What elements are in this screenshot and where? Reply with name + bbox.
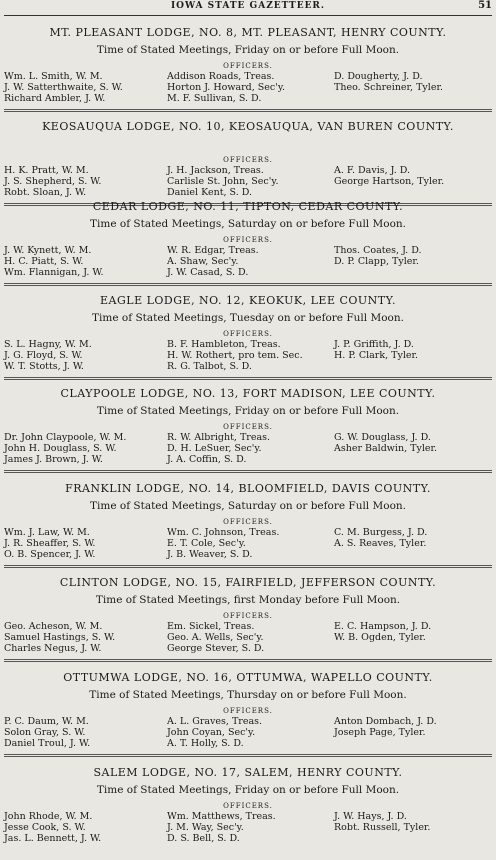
lodge-title: SALEM LODGE, NO. 17, SALEM, HENRY COUNTY.: [93, 766, 403, 779]
officers-heading: OFFICERS.: [223, 423, 273, 431]
officer-entry: H. K. Pratt, W. M.: [4, 165, 89, 176]
officer-entry: Wm. J. Law, W. M.: [4, 527, 90, 538]
lodge-title: CEDAR LODGE, NO. 11, TIPTON, CEDAR COUNTY.: [92, 200, 404, 213]
officer-entry: W. T. Stotts, J. W.: [4, 361, 84, 372]
officer-entry: M. F. Sullivan, S. D.: [167, 93, 262, 104]
officers-heading: OFFICERS.: [223, 62, 273, 70]
officer-entry: J. W. Casad, S. D.: [167, 267, 249, 278]
officer-entry: B. F. Hambleton, Treas.: [167, 339, 281, 350]
officer-entry: A. T. Holly, S. D.: [167, 738, 244, 749]
officer-entry: W. R. Edgar, Treas.: [167, 245, 259, 256]
lodge-section: [0, 482, 496, 576]
lodge-title: FRANKLIN LODGE, NO. 14, BLOOMFIELD, DAVIS COUNTY.: [65, 482, 431, 495]
meeting-time: Time of Stated Meetings, Tuesday on or before Full Moon.: [92, 312, 404, 324]
officer-entry: Richard Ambler, J. W.: [4, 93, 106, 104]
lodge-section: [0, 671, 496, 765]
officer-entry: John H. Douglass, S. W.: [4, 443, 117, 454]
officer-entry: D. H. LeSuer, Sec'y.: [167, 443, 262, 454]
officers-heading: OFFICERS.: [223, 518, 273, 526]
meeting-time: Time of Stated Meetings, Thursday on or before Full Moon.: [89, 689, 407, 701]
meeting-time: Time of Stated Meetings, Friday on or before Full Moon.: [96, 405, 400, 417]
officer-entry: Em. Sickel, Treas.: [167, 621, 255, 632]
lodge-title: MT. PLEASANT LODGE, NO. 8, MT. PLEASANT, HENRY COUNTY.: [49, 26, 447, 39]
officer-entry: J. R. Sheaffer, S. W.: [4, 538, 96, 549]
officer-entry: J. H. Jackson, Treas.: [167, 165, 264, 176]
officer-entry: P. C. Daum, W. M.: [4, 716, 89, 727]
officer-entry: Robt. Sloan, J. W.: [4, 187, 87, 198]
officer-entry: John Coyan, Sec'y.: [167, 727, 256, 738]
lodge-title: CLAYPOOLE LODGE, NO. 13, FORT MADISON, LEE COUNTY.: [60, 387, 436, 400]
meeting-time: Time of Stated Meetings, Saturday on or before Full Moon.: [90, 500, 406, 512]
officer-entry: E. C. Hampson, J. D.: [334, 621, 432, 632]
officer-entry: Horton J. Howard, Sec'y.: [167, 82, 285, 93]
officers-heading: OFFICERS.: [223, 330, 273, 338]
officer-entry: Charles Negus, J. W.: [4, 643, 102, 654]
meeting-time: Time of Stated Meetings, Friday on or before Full Moon.: [96, 784, 400, 796]
section-divider: [4, 565, 492, 568]
officer-entry: Theo. Schreiner, Tyler.: [334, 82, 443, 93]
officer-entry: Jesse Cook, S. W.: [4, 822, 86, 833]
officer-entry: J. S. Shepherd, S. W.: [4, 176, 102, 187]
officer-entry: E. T. Cole, Sec'y.: [167, 538, 246, 549]
officer-entry: W. B. Ogden, Tyler.: [334, 632, 426, 643]
section-divider: [4, 377, 492, 380]
officer-entry: J. B. Weaver, S. D.: [167, 549, 253, 560]
officer-entry: Wm. Matthews, Treas.: [167, 811, 276, 822]
lodge-section: [0, 200, 496, 294]
officer-entry: John Rhode, W. M.: [4, 811, 93, 822]
officer-entry: R. G. Talbot, S. D.: [167, 361, 252, 372]
officer-entry: Dr. John Claypoole, W. M.: [4, 432, 127, 443]
officer-entry: Carlisle St. John, Sec'y.: [167, 176, 279, 187]
lodge-title: OTTUMWA LODGE, NO. 16, OTTUMWA, WAPELLO COUNTY.: [63, 671, 433, 684]
officer-entry: Anton Dombach, J. D.: [334, 716, 437, 727]
lodge-title: CLINTON LODGE, NO. 15, FAIRFIELD, JEFFERSON COUNTY.: [59, 576, 437, 589]
meeting-time: Time of Stated Meetings, Friday on or before Full Moon.: [96, 44, 400, 56]
officers-heading: OFFICERS.: [223, 236, 273, 244]
officer-entry: Joseph Page, Tyler.: [334, 727, 426, 738]
officer-entry: Geo. Acheson, W. M.: [4, 621, 103, 632]
officer-entry: Solon Gray, S. W.: [4, 727, 86, 738]
running-title: IOWA STATE GAZETTEER.: [170, 1, 326, 11]
officer-entry: Addison Roads, Treas.: [167, 71, 275, 82]
lodge-section: [0, 387, 496, 481]
officer-entry: H. P. Clark, Tyler.: [334, 350, 419, 361]
meeting-time: Time of Stated Meetings, Saturday on or before Full Moon.: [90, 218, 406, 230]
officer-entry: J. W. Kynett, W. M.: [4, 245, 92, 256]
officer-entry: H. W. Rothert, pro tem. Sec.: [167, 350, 303, 361]
officer-entry: James J. Brown, J. W.: [4, 454, 103, 465]
section-divider: [4, 754, 492, 757]
officer-entry: Wm. L. Smith, W. M.: [4, 71, 103, 82]
officer-entry: Jas. L. Bennett, J. W.: [4, 833, 102, 844]
officer-entry: D. Dougherty, J. D.: [334, 71, 423, 82]
officer-entry: Wm. C. Johnson, Treas.: [167, 527, 280, 538]
officer-entry: D. P. Clapp, Tyler.: [334, 256, 419, 267]
officers-heading: OFFICERS.: [223, 612, 273, 620]
officer-entry: Daniel Kent, S. D.: [167, 187, 253, 198]
officers-heading: OFFICERS.: [223, 156, 273, 164]
page-header: [0, 0, 496, 18]
section-divider: [4, 470, 492, 473]
section-divider: [4, 283, 492, 286]
section-divider: [4, 659, 492, 662]
officer-entry: A. L. Graves, Treas.: [167, 716, 263, 727]
meeting-time: Time of Stated Meetings, first Monday before Full Moon.: [95, 594, 401, 606]
officer-entry: George Stever, S. D.: [167, 643, 265, 654]
officer-entry: George Hartson, Tyler.: [334, 176, 445, 187]
lodge-section: [0, 26, 496, 120]
officer-entry: J. M. Way, Sec'y.: [167, 822, 244, 833]
lodge-title: KEOSAUQUA LODGE, NO. 10, KEOSAUQUA, VAN BUREN COUNTY.: [42, 120, 454, 133]
officer-entry: Thos. Coates, J. D.: [334, 245, 422, 256]
officer-entry: H. C. Piatt, S. W.: [4, 256, 84, 267]
lodge-section: [0, 576, 496, 670]
officer-entry: Asher Baldwin, Tyler.: [334, 443, 438, 454]
page-number: 51: [478, 0, 492, 11]
officers-heading: OFFICERS.: [223, 802, 273, 810]
officer-entry: D. S. Bell, S. D.: [167, 833, 240, 844]
lodge-title: EAGLE LODGE, NO. 12, KEOKUK, LEE COUNTY.: [100, 294, 396, 307]
officer-entry: J. W. Satterthwaite, S. W.: [4, 82, 123, 93]
lodge-section: [0, 294, 496, 388]
officer-entry: Samuel Hastings, S. W.: [4, 632, 116, 643]
officer-entry: A. Shaw, Sec'y.: [167, 256, 239, 267]
officer-entry: J. P. Griffith, J. D.: [334, 339, 414, 350]
lodge-section: [0, 766, 496, 860]
officer-entry: G. W. Douglass, J. D.: [334, 432, 431, 443]
officer-entry: J. G. Floyd, S. W.: [4, 350, 83, 361]
officer-entry: C. M. Burgess, J. D.: [334, 527, 428, 538]
section-divider: [4, 109, 492, 112]
officer-entry: A. F. Davis, J. D.: [334, 165, 411, 176]
officer-entry: Wm. Flannigan, J. W.: [4, 267, 104, 278]
officer-entry: A. S. Reaves, Tyler.: [334, 538, 427, 549]
officer-entry: Geo. A. Wells, Sec'y.: [167, 632, 264, 643]
officer-entry: O. B. Spencer, J. W.: [4, 549, 96, 560]
officer-entry: Robt. Russell, Tyler.: [334, 822, 431, 833]
officer-entry: S. L. Hagny, W. M.: [4, 339, 92, 350]
officer-entry: J. W. Hays, J. D.: [334, 811, 407, 822]
officer-entry: J. A. Coffin, S. D.: [167, 454, 247, 465]
officer-entry: Daniel Troul, J. W.: [4, 738, 91, 749]
officer-entry: R. W. Albright, Treas.: [167, 432, 271, 443]
officers-heading: OFFICERS.: [223, 707, 273, 715]
header-rule: [4, 15, 492, 16]
